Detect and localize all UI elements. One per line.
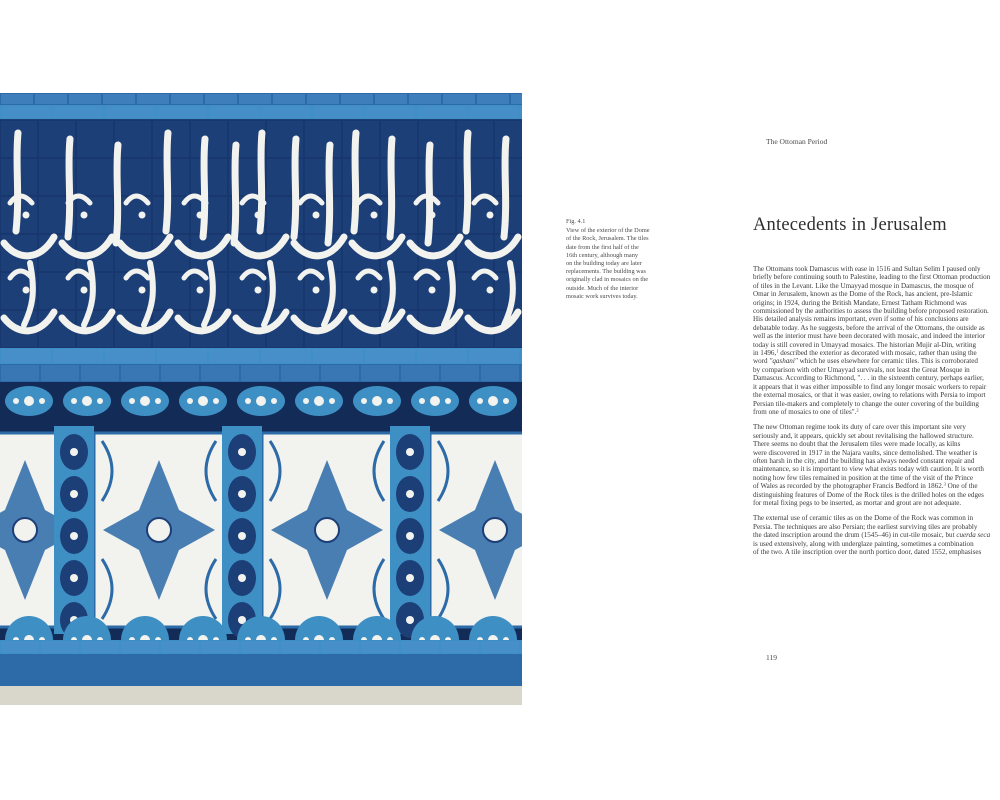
page-number: 119 <box>766 653 777 662</box>
medallion-center <box>24 396 34 406</box>
text-line <box>753 531 1000 539</box>
middle-band-tile <box>321 365 359 381</box>
top-border-tile <box>417 106 467 118</box>
text-line: often harsh in the city, and the building has always needed constant repair and <box>753 456 975 465</box>
top-border-tile <box>365 106 415 118</box>
calligraphy-dot <box>255 212 262 219</box>
middle-border-tile <box>209 349 259 363</box>
middle-border-tile <box>157 349 207 363</box>
tile-photograph <box>0 93 522 705</box>
text-line: distinguishing features of Dome of the Rock tiles is the drilled holes on the edges <box>753 490 984 499</box>
text-fragment: One of the <box>945 482 978 491</box>
calligraphy-alif <box>203 139 205 237</box>
text-fragment: which he uses elsewhere for ceramic tiles. This is corroborated <box>797 357 978 366</box>
bottom-small-tiles <box>0 654 522 686</box>
medallion-petal <box>303 398 309 404</box>
caption-line: mosaic work survives today. <box>566 292 638 300</box>
top-band-tile <box>137 94 169 104</box>
chapter-title: Antecedents in Jerusalem <box>753 215 947 235</box>
caption-line: 16th century, although many <box>566 251 638 259</box>
text-line: well as the interior must have been decorated with mosaic, and indeed the interior <box>753 332 986 341</box>
middle-band-tile <box>201 365 239 381</box>
text-line <box>753 349 1000 357</box>
calligraphy-panel <box>0 120 522 348</box>
footnote-ref: 1 <box>776 348 779 354</box>
text-line: Persia. The techniques are also Persian; the earliest surviving tiles are probably <box>753 522 978 531</box>
caption-line: originally clad in mosaics on the <box>566 276 649 284</box>
medallion-band <box>0 382 522 420</box>
calligraphy-dot <box>255 287 262 294</box>
middle-band-tile <box>521 365 522 381</box>
strip-medallion-center <box>70 490 78 498</box>
text-line: Persian tile-makers and completely to change the outer covering of the building <box>753 399 979 408</box>
text-line: Omar in Jerusalem, known as the Dome of the Rock, has ancient, pre-Islamic <box>753 290 973 299</box>
calligraphy-alif <box>294 139 296 237</box>
strip-medallion-center <box>70 574 78 582</box>
calligraphy-dot <box>81 212 88 219</box>
middle-border-tile <box>1 349 51 363</box>
top-border-tile <box>53 106 103 118</box>
medallion-petal <box>271 398 277 404</box>
top-band-tile <box>171 94 203 104</box>
top-band-tile <box>477 94 509 104</box>
strip-medallion-center <box>238 490 246 498</box>
text-line: Damascus. According to Richmond, ". . . in the sixteenth century, perhaps earlier, <box>753 374 984 383</box>
top-border-tile <box>105 106 155 118</box>
top-band-tile <box>273 94 305 104</box>
middle-band-tile <box>281 365 319 381</box>
text-fragment: the dated inscription around the drum (1545–46) in cut-tile mosaic, but <box>753 531 957 540</box>
top-border-tile <box>261 106 311 118</box>
text-line: briefly before continuing south to Palestine, leading to the first Ottoman production <box>753 273 991 282</box>
middle-border-tile <box>261 349 311 363</box>
top-border-tile <box>469 106 519 118</box>
text-line <box>753 357 1000 365</box>
paragraph-1 <box>753 265 1000 416</box>
middle-band-tile <box>161 365 199 381</box>
medallion-center <box>256 396 266 406</box>
text-line: of tiles in the Levant. Like the Umayyad mosque in Damascus, the mosque of <box>753 281 974 290</box>
medallion-petal <box>361 398 367 404</box>
middle-band-tile <box>441 365 479 381</box>
bottom-border-tile <box>81 641 119 653</box>
top-border-tile <box>521 106 522 118</box>
middle-band-tile <box>241 365 279 381</box>
star-center <box>147 518 171 542</box>
calligraphy-dot <box>81 287 88 294</box>
middle-band-tile <box>121 365 159 381</box>
calligraphy-dot <box>487 212 494 219</box>
top-band-tile <box>1 94 33 104</box>
calligraphy-dot <box>371 287 378 294</box>
calligraphy-dot <box>139 287 146 294</box>
text-line: is used extensively, along with underglaze painting, sometimes a combination <box>753 539 974 548</box>
text-fragment: in 1496, <box>753 349 777 358</box>
medallion-center <box>198 396 208 406</box>
calligraphy-dot <box>197 212 204 219</box>
top-border-tile <box>157 106 207 118</box>
strip-medallion-center <box>406 448 414 456</box>
text-line: the external mosaics, or that it was easier, owing to relations with Persia to import <box>753 391 986 400</box>
middle-border-tile <box>521 349 522 363</box>
bottom-border-tile <box>441 641 479 653</box>
text-fragment: from one of mosaics to one of tiles". <box>753 407 857 416</box>
figure-caption <box>566 218 678 301</box>
calligraphy-alif <box>466 133 468 231</box>
text-fragment: of Wales as recorded by the photographer Francis Bedford in 1862. <box>753 482 944 491</box>
calligraphy-dot <box>429 287 436 294</box>
calligraphy-dot <box>139 212 146 219</box>
text-fragment: word <box>753 357 770 366</box>
text-line: maintenance, so it is important to view what exists today with caution. It is worth <box>753 465 984 474</box>
paragraph-3 <box>753 514 1000 556</box>
running-head: The Ottoman Period <box>766 137 828 146</box>
calligraphy-alif <box>116 145 118 243</box>
medallion-petal <box>213 398 219 404</box>
text-line: noting how few tiles remained in position at the time of the visit of the Prince <box>753 473 974 482</box>
calligraphy-alif <box>68 139 70 237</box>
top-border-tile <box>1 106 51 118</box>
middle-band-tile <box>81 365 119 381</box>
top-band-tile <box>511 94 522 104</box>
middle-border-tile <box>53 349 103 363</box>
medallion-petal <box>129 398 135 404</box>
text-line: origins; in 1924, during the British Mandate, Ernest Tatham Richmond was <box>753 298 967 307</box>
calligraphy-alif <box>354 133 356 231</box>
medallion-center <box>314 396 324 406</box>
text-line: of the two. A tile inscription over the north portico door, dated 1552, emphasises <box>753 548 982 556</box>
star-center <box>315 518 339 542</box>
top-band-tile <box>103 94 135 104</box>
medallion-petal <box>419 398 425 404</box>
medallion-petal <box>39 398 45 404</box>
top-band-tile <box>375 94 407 104</box>
medallion-petal <box>445 398 451 404</box>
medallion-petal <box>477 398 483 404</box>
bottom-border-tile <box>41 641 79 653</box>
calligraphy-dot <box>197 287 204 294</box>
bottom-white-band <box>0 686 522 705</box>
medallion-petal <box>71 398 77 404</box>
bottom-border-tile <box>281 641 319 653</box>
calligraphy-alif <box>166 133 168 231</box>
top-band-tile <box>307 94 339 104</box>
medallion-center <box>488 396 498 406</box>
paragraph-2 <box>753 423 1000 507</box>
middle-band-tile <box>481 365 519 381</box>
calligraphy-alif <box>504 139 506 237</box>
text-line: by comparison with other Umayyad survivals, not least the Great Mosque in <box>753 365 970 374</box>
top-band-tile <box>205 94 237 104</box>
footnote-ref: 3 <box>943 481 946 487</box>
caption-line: on the building today are later <box>566 260 642 268</box>
strip-medallion-center <box>238 574 246 582</box>
italic-term: cuerda seca <box>956 531 991 540</box>
middle-band-tile <box>401 365 439 381</box>
bottom-border-tile <box>481 641 519 653</box>
medallion-petal <box>13 398 19 404</box>
bottom-border-tile <box>121 641 159 653</box>
middle-border-tile <box>469 349 519 363</box>
calligraphy-dot <box>23 212 30 219</box>
strip-medallion-center <box>406 532 414 540</box>
text-line <box>753 482 1000 490</box>
strip-medallion-center <box>238 448 246 456</box>
star-center <box>483 518 507 542</box>
bottom-border-tile <box>321 641 359 653</box>
medallion-center <box>82 396 92 406</box>
calligraphy-dot <box>313 287 320 294</box>
text-line: were discovered in 1917 in the Najara vaults, since demolished. The weather is <box>753 448 978 457</box>
medallion-center <box>372 396 382 406</box>
middle-band-tile <box>1 365 39 381</box>
medallion-petal <box>155 398 161 404</box>
calligraphy-alif <box>234 145 236 243</box>
text-line: debatable today. As he suggests, before the arrival of the Ottomans, the outside as <box>753 323 985 332</box>
text-line: His detailed analysis remains important, even if some of his conclusions are <box>753 315 969 324</box>
calligraphy-dot <box>429 212 436 219</box>
strip-medallion-center <box>406 574 414 582</box>
footnote-ref: 2 <box>856 407 859 413</box>
middle-border-tile <box>365 349 415 363</box>
medallion-center <box>430 396 440 406</box>
text-line: The new Ottoman regime took its duty of care over this important site very <box>753 423 966 432</box>
middle-band-tile <box>361 365 399 381</box>
italic-term: "qashani" <box>769 357 798 366</box>
bottom-border-tile <box>401 641 439 653</box>
medallion-center <box>140 396 150 406</box>
caption-line: date from the first half of the <box>566 243 639 251</box>
bottom-border-tile <box>361 641 399 653</box>
caption-line: replacements. The building was <box>566 268 646 276</box>
text-line: it appears that it was either impossible to find any longer mosaic workers to repair <box>753 382 987 391</box>
caption-line: outside. Much of the interior <box>566 284 639 292</box>
text-line: There seems no doubt that the Jerusalem tiles were made locally, as kilns <box>753 440 961 449</box>
medallion-petal <box>187 398 193 404</box>
middle-band-tile <box>41 365 79 381</box>
bottom-border-tile <box>521 641 522 653</box>
star-center <box>13 518 37 542</box>
top-band-tile <box>409 94 441 104</box>
calligraphy-alif <box>328 145 330 243</box>
bottom-border-tile <box>241 641 279 653</box>
medallion-petal <box>97 398 103 404</box>
calligraphy-dot <box>313 212 320 219</box>
middle-border-tile <box>105 349 155 363</box>
top-band-tile <box>35 94 67 104</box>
text-line <box>753 408 1000 416</box>
strip-medallion-center <box>238 532 246 540</box>
bottom-border-tile <box>201 641 239 653</box>
top-band-tile <box>341 94 373 104</box>
tile-illustration <box>0 93 522 705</box>
caption-line: View of the exterior of the Dome <box>566 227 650 235</box>
text-fragment: described the exterior as decorated with mosaic, rather than using the <box>778 349 977 358</box>
calligraphy-dot <box>23 287 30 294</box>
top-band-tile <box>69 94 101 104</box>
text-line: seriously and, it appears, quickly set about revitalising the hallowed structure. <box>753 431 974 440</box>
medallion-petal <box>245 398 251 404</box>
caption-text <box>566 227 678 301</box>
top-border-tile <box>313 106 363 118</box>
bottom-border-tile <box>161 641 199 653</box>
medallion-petal <box>387 398 393 404</box>
text-line: today is still covered in Umayyad mosaics. The historian Mujir al-Din, writing <box>753 340 977 349</box>
strip-medallion-center <box>70 532 78 540</box>
body-text <box>753 265 1000 563</box>
strip-medallion-center <box>70 448 78 456</box>
bottom-border-tile <box>1 641 39 653</box>
top-border-tile <box>209 106 259 118</box>
calligraphy-alif <box>390 139 392 237</box>
caption-line: of the Rock, Jerusalem. The tiles <box>566 235 649 243</box>
top-band-tile <box>443 94 475 104</box>
text-line: for metal fixing pegs to be inserted, as mortar and grout are not adequate. <box>753 498 962 507</box>
figure-number: Fig. 4.1 <box>566 218 586 225</box>
medallion-petal <box>503 398 509 404</box>
top-band-tile <box>239 94 271 104</box>
text-line: commissioned by the authorities to assess the building before proposed restoration. <box>753 307 989 316</box>
text-line: The Ottomans took Damascus with ease in 1516 and Sultan Selim I paused only <box>753 265 981 273</box>
calligraphy-alif <box>16 133 18 231</box>
strip-medallion-center <box>406 616 414 624</box>
middle-border-tile <box>313 349 363 363</box>
middle-border-tile <box>417 349 467 363</box>
strip-medallion-center <box>406 490 414 498</box>
text-line: The external use of ceramic tiles as on the Dome of the Rock was common in <box>753 514 974 523</box>
calligraphy-dot <box>371 212 378 219</box>
medallion-petal <box>329 398 335 404</box>
calligraphy-dot <box>487 287 494 294</box>
